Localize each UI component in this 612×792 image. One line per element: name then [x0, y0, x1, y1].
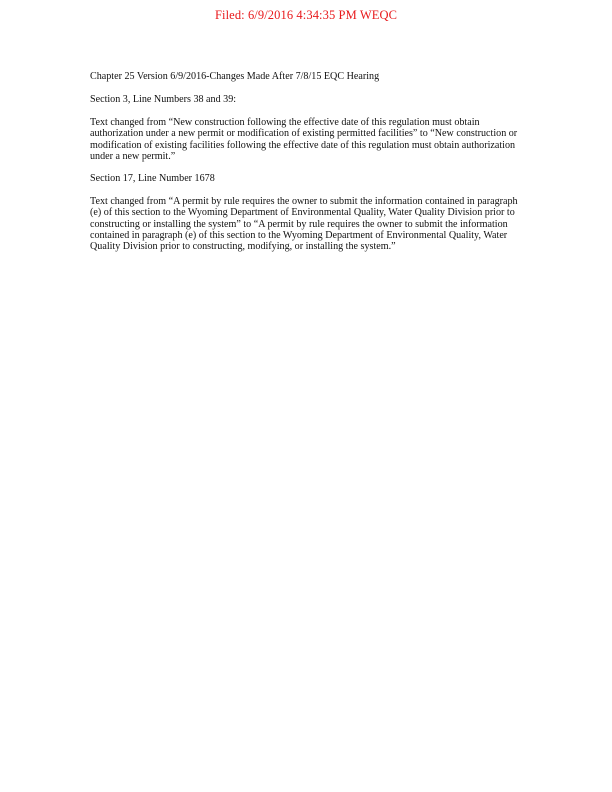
- section-heading: Section 3, Line Numbers 38 and 39:: [90, 94, 237, 106]
- section-heading: Section 17, Line Number 1678: [90, 173, 215, 185]
- document-title: Chapter 25 Version 6/9/2016-Changes Made After 7/8/15 EQC Hearing: [90, 71, 380, 82]
- section-body: Text changed from “New construction following the effective date of this regulation must obtain authorization under a new permit or modification of existing permitted facilities” to “New construction or modification of existing facilities following the effective date of this regulation must obtain authorization under a new permit.”: [90, 116, 518, 163]
- document-body: [90, 71, 530, 264]
- filed-stamp: Filed: 6/9/2016 4:34:35 PM WEQC: [214, 8, 398, 22]
- section-body: Text changed from “A permit by rule requires the owner to submit the information contained in paragraph (e) of this section to the Wyoming Department of Environmental Quality, Water Quality Division prior to constructing or installing the system” to “A permit by rule requires the owner to submit the information contained in paragraph (e) of this section to the Wyoming Department of Environmental Quality, Water Quality Division prior to constructing, modifying, or installing the system.”: [90, 195, 518, 253]
